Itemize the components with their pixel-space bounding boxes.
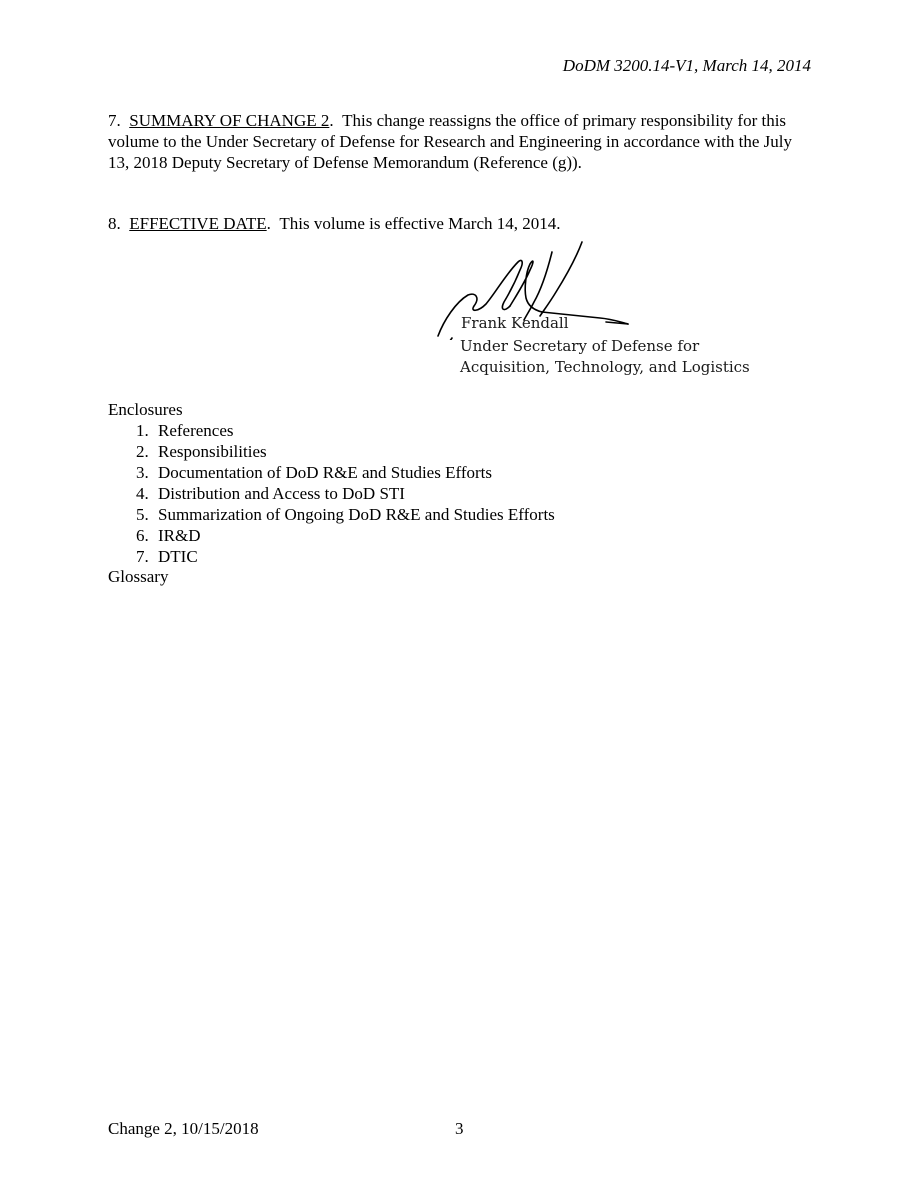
enclosure-label: Summarization of Ongoing DoD R&E and Studies Efforts <box>158 505 555 524</box>
enclosure-label: Documentation of DoD R&E and Studies Efforts <box>158 463 492 482</box>
glossary-label: Glossary <box>108 567 169 586</box>
enclosure-item <box>136 483 555 504</box>
enclosure-number: 4. <box>136 484 149 503</box>
enclosure-item <box>136 525 555 546</box>
enclosure-number: 7. <box>136 547 149 566</box>
enclosure-label: DTIC <box>158 547 198 566</box>
page-header: DoDM 3200.14-V1, March 14, 2014 <box>562 56 811 75</box>
enclosure-number: 3. <box>136 463 149 482</box>
section-7-paragraph <box>108 110 813 173</box>
enclosure-label: References <box>158 421 234 440</box>
enclosure-label: IR&D <box>158 526 201 545</box>
enclosure-item <box>136 546 555 567</box>
enclosure-label: Responsibilities <box>158 442 267 461</box>
footer-change-info: Change 2, 10/15/2018 <box>108 1119 259 1138</box>
page-number: 3 <box>455 1119 464 1138</box>
enclosures-heading: Enclosures <box>108 400 183 419</box>
section-8-heading: EFFECTIVE DATE <box>129 214 267 233</box>
enclosure-item <box>136 420 555 441</box>
section-8-number: 8. <box>108 214 121 233</box>
section-7-heading: SUMMARY OF CHANGE 2 <box>129 111 330 130</box>
section-8-paragraph <box>108 213 813 234</box>
signatory-title-line-1: Under Secretary of Defense for <box>460 337 700 355</box>
enclosure-number: 2. <box>136 442 149 461</box>
signatory-name: Frank Kendall <box>461 314 569 332</box>
enclosure-item <box>136 441 555 462</box>
section-7-heading-suffix: . <box>329 111 334 130</box>
section-7-number: 7. <box>108 111 121 130</box>
enclosure-item <box>136 462 555 483</box>
signature-block <box>430 240 770 390</box>
enclosure-item <box>136 504 555 525</box>
enclosures-list <box>136 420 555 567</box>
section-7-text: This change reassigns the office of primary responsibility for this volume to the Under Secretary of Defense for Research and Engineering in accordance with the July 13, 2018 Deputy Secretary of Defense Memorandum (Reference (g)). <box>108 111 792 172</box>
section-8-heading-suffix: . <box>266 214 271 233</box>
enclosure-number: 5. <box>136 505 149 524</box>
enclosure-number: 1. <box>136 421 149 440</box>
enclosure-label: Distribution and Access to DoD STI <box>158 484 405 503</box>
enclosure-number: 6. <box>136 526 149 545</box>
section-8-text: This volume is effective March 14, 2014. <box>279 214 561 233</box>
signatory-title-line-2: Acquisition, Technology, and Logistics <box>460 358 750 376</box>
